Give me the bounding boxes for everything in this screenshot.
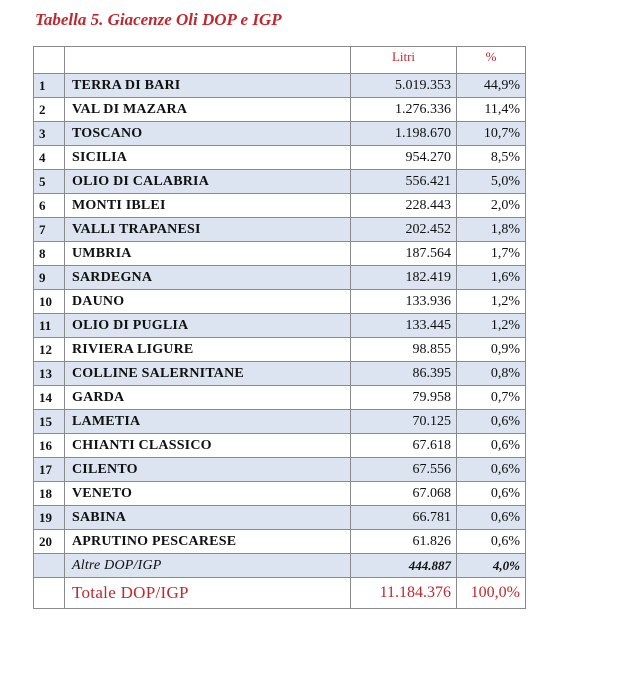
table-caption: Tabella 5. Giacenze Oli DOP e IGP xyxy=(35,10,282,29)
row-name: COLLINE SALERNITANE xyxy=(65,362,351,386)
row-name: VALLI TRAPANESI xyxy=(65,218,351,242)
row-name: SABINA xyxy=(65,506,351,530)
row-pct: 0,6% xyxy=(457,434,526,458)
row-number: 19 xyxy=(34,506,65,530)
row-name: RIVIERA LIGURE xyxy=(65,338,351,362)
row-litri: 66.781 xyxy=(351,506,457,530)
row-number: 7 xyxy=(34,218,65,242)
row-litri: 133.445 xyxy=(351,314,457,338)
row-litri: 954.270 xyxy=(351,146,457,170)
row-name: OLIO DI CALABRIA xyxy=(65,170,351,194)
row-pct: 2,0% xyxy=(457,194,526,218)
row-name: TOSCANO xyxy=(65,122,351,146)
row-litri: 182.419 xyxy=(351,266,457,290)
table-row xyxy=(34,362,526,386)
table-row xyxy=(34,146,526,170)
row-number: 8 xyxy=(34,242,65,266)
row-litri: 79.958 xyxy=(351,386,457,410)
row-litri: 61.826 xyxy=(351,530,457,554)
altre-name: Altre DOP/IGP xyxy=(65,554,351,578)
row-pct: 1,7% xyxy=(457,242,526,266)
row-name: MONTI IBLEI xyxy=(65,194,351,218)
altre-litri: 444.887 xyxy=(351,554,457,578)
row-name: SARDEGNA xyxy=(65,266,351,290)
row-number: 12 xyxy=(34,338,65,362)
row-name: CILENTO xyxy=(65,458,351,482)
row-number: 2 xyxy=(34,98,65,122)
row-pct: 0,6% xyxy=(457,506,526,530)
row-number: 9 xyxy=(34,266,65,290)
row-number: 16 xyxy=(34,434,65,458)
row-number: 11 xyxy=(34,314,65,338)
row-number: 20 xyxy=(34,530,65,554)
row-name: GARDA xyxy=(65,386,351,410)
row-name: APRUTINO PESCARESE xyxy=(65,530,351,554)
row-name: SICILIA xyxy=(65,146,351,170)
table-row xyxy=(34,122,526,146)
row-litri: 67.556 xyxy=(351,458,457,482)
table-row xyxy=(34,242,526,266)
header-name xyxy=(65,47,351,74)
row-number: 4 xyxy=(34,146,65,170)
row-number: 10 xyxy=(34,290,65,314)
header-litri: Litri xyxy=(351,47,457,74)
table-row xyxy=(34,338,526,362)
table-row xyxy=(34,266,526,290)
row-number: 13 xyxy=(34,362,65,386)
row-name: CHIANTI CLASSICO xyxy=(65,434,351,458)
row-litri: 1.276.336 xyxy=(351,98,457,122)
header-row xyxy=(34,47,526,74)
row-pct: 44,9% xyxy=(457,74,526,98)
row-number: 17 xyxy=(34,458,65,482)
row-litri: 556.421 xyxy=(351,170,457,194)
row-litri: 228.443 xyxy=(351,194,457,218)
row-number: 14 xyxy=(34,386,65,410)
row-pct: 0,6% xyxy=(457,458,526,482)
row-pct: 1,2% xyxy=(457,290,526,314)
row-name: TERRA DI BARI xyxy=(65,74,351,98)
giacenze-table xyxy=(33,46,526,609)
row-pct: 0,9% xyxy=(457,338,526,362)
row-pct: 1,2% xyxy=(457,314,526,338)
row-name: DAUNO xyxy=(65,290,351,314)
row-pct: 1,6% xyxy=(457,266,526,290)
totale-name: Totale DOP/IGP xyxy=(65,578,351,609)
table-row xyxy=(34,458,526,482)
table-row xyxy=(34,74,526,98)
table-row xyxy=(34,434,526,458)
row-pct: 0,6% xyxy=(457,482,526,506)
row-pct: 0,6% xyxy=(457,530,526,554)
row-number: 3 xyxy=(34,122,65,146)
table-row xyxy=(34,98,526,122)
totale-row xyxy=(34,578,526,609)
totale-litri: 11.184.376 xyxy=(351,578,457,609)
row-name: VAL DI MAZARA xyxy=(65,98,351,122)
row-name: LAMETIA xyxy=(65,410,351,434)
row-pct: 5,0% xyxy=(457,170,526,194)
header-pct: % xyxy=(457,47,526,74)
row-name: UMBRIA xyxy=(65,242,351,266)
altre-pct: 4,0% xyxy=(457,554,526,578)
row-litri: 86.395 xyxy=(351,362,457,386)
table-row xyxy=(34,170,526,194)
table-row xyxy=(34,482,526,506)
header-num xyxy=(34,47,65,74)
table-row xyxy=(34,218,526,242)
row-pct: 0,6% xyxy=(457,410,526,434)
altre-row xyxy=(34,554,526,578)
row-number: 6 xyxy=(34,194,65,218)
row-litri: 133.936 xyxy=(351,290,457,314)
row-number: 18 xyxy=(34,482,65,506)
row-litri: 5.019.353 xyxy=(351,74,457,98)
row-number: 15 xyxy=(34,410,65,434)
row-name: OLIO DI PUGLIA xyxy=(65,314,351,338)
row-number: 5 xyxy=(34,170,65,194)
row-litri: 67.068 xyxy=(351,482,457,506)
row-litri: 70.125 xyxy=(351,410,457,434)
row-pct: 11,4% xyxy=(457,98,526,122)
table-row xyxy=(34,194,526,218)
totale-pct: 100,0% xyxy=(457,578,526,609)
row-pct: 10,7% xyxy=(457,122,526,146)
row-pct: 1,8% xyxy=(457,218,526,242)
row-pct: 0,8% xyxy=(457,362,526,386)
row-litri: 98.855 xyxy=(351,338,457,362)
row-litri: 67.618 xyxy=(351,434,457,458)
altre-num xyxy=(34,554,65,578)
table-row xyxy=(34,290,526,314)
row-name: VENETO xyxy=(65,482,351,506)
row-pct: 0,7% xyxy=(457,386,526,410)
row-litri: 202.452 xyxy=(351,218,457,242)
table-row xyxy=(34,506,526,530)
row-litri: 187.564 xyxy=(351,242,457,266)
row-number: 1 xyxy=(34,74,65,98)
table-row xyxy=(34,386,526,410)
totale-num xyxy=(34,578,65,609)
table-row xyxy=(34,410,526,434)
table-row xyxy=(34,530,526,554)
table-row xyxy=(34,314,526,338)
row-pct: 8,5% xyxy=(457,146,526,170)
row-litri: 1.198.670 xyxy=(351,122,457,146)
